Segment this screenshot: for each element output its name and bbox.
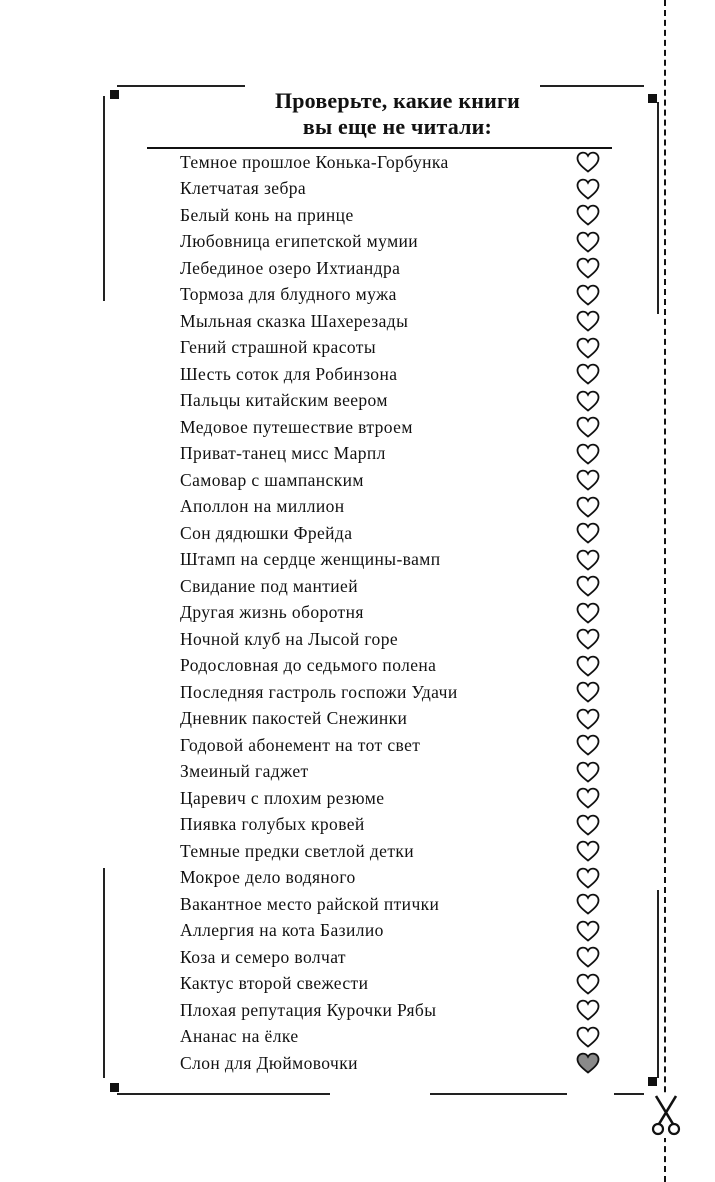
frame-corner-bottom-right: [648, 1077, 657, 1086]
book-list-item: [180, 918, 610, 945]
heart-checkbox-icon[interactable]: [576, 734, 600, 756]
scissors-icon: [651, 1094, 681, 1138]
book-list-item: [180, 388, 610, 415]
book-title: Пальцы китайским веером: [180, 390, 388, 411]
heart-checkbox-icon[interactable]: [576, 920, 600, 942]
book-title: Темные предки светлой детки: [180, 840, 415, 861]
heart-checkbox-icon[interactable]: [576, 787, 600, 809]
heart-checkbox-icon[interactable]: [576, 575, 600, 597]
heart-checkbox-icon[interactable]: [576, 416, 600, 438]
book-title: Ночной клуб на Лысой горе: [180, 628, 399, 649]
book-list-item: [180, 1050, 610, 1077]
heart-checkbox-icon[interactable]: [576, 522, 600, 544]
book-title: Годовой абонемент на тот свет: [180, 734, 421, 755]
book-title: Царевич с плохим резюме: [180, 787, 385, 808]
heart-checkbox-icon[interactable]: [576, 602, 600, 624]
heart-checkbox-icon[interactable]: [576, 363, 600, 385]
book-list-item: [180, 838, 610, 865]
book-title: Гений страшной красоты: [180, 337, 377, 358]
heart-checkbox-icon[interactable]: [576, 231, 600, 253]
heart-checkbox-icon[interactable]: [576, 1052, 600, 1074]
book-title: Дневник пакостей Снежинки: [180, 708, 408, 729]
book-title: Сон дядюшки Фрейда: [180, 522, 353, 543]
book-title: Пиявка голубых кровей: [180, 814, 365, 835]
book-title: Плохая репутация Курочки Рябы: [180, 999, 437, 1020]
frame-corner-top-right: [648, 94, 657, 103]
book-list-item: [180, 361, 610, 388]
book-list-item: [180, 176, 610, 203]
heart-checkbox-icon[interactable]: [576, 310, 600, 332]
book-title: Ананас на ёлке: [180, 1026, 299, 1047]
book-title: Змеиный гаджет: [180, 761, 309, 782]
book-list-item: [180, 971, 610, 998]
book-list-item: [180, 149, 610, 176]
book-list-item: [180, 520, 610, 547]
book-list-item: [180, 282, 610, 309]
book-list-item: [180, 759, 610, 786]
book-title: Вакантное место райской птички: [180, 893, 440, 914]
book-title: Свидание под мантией: [180, 575, 358, 596]
book-list-item: [180, 865, 610, 892]
frame-corner-top-left: [110, 90, 119, 99]
book-list-item: [180, 812, 610, 839]
book-title: Любовница египетской мумии: [180, 231, 419, 252]
book-list-item: [180, 573, 610, 600]
book-title: Клетчатая зебра: [180, 178, 307, 199]
page-title: [220, 88, 575, 140]
book-list-item: [180, 679, 610, 706]
book-list-item: [180, 547, 610, 574]
book-list-item: [180, 441, 610, 468]
book-title: Кактус второй свежести: [180, 973, 369, 994]
heart-checkbox-icon[interactable]: [576, 840, 600, 862]
book-list-item: [180, 653, 610, 680]
book-list-item: [180, 335, 610, 362]
heart-checkbox-icon[interactable]: [576, 1026, 600, 1048]
book-title: Мыльная сказка Шахерезады: [180, 310, 409, 331]
book-list-item: [180, 308, 610, 335]
heart-checkbox-icon[interactable]: [576, 893, 600, 915]
heart-checkbox-icon[interactable]: [576, 496, 600, 518]
heart-checkbox-icon[interactable]: [576, 973, 600, 995]
heart-checkbox-icon[interactable]: [576, 628, 600, 650]
book-list-item: [180, 626, 610, 653]
book-list-item: [180, 891, 610, 918]
heart-checkbox-icon[interactable]: [576, 814, 600, 836]
book-list-item: [180, 255, 610, 282]
book-title: Лебединое озеро Ихтиандра: [180, 257, 401, 278]
book-title: Самовар с шампанским: [180, 469, 364, 490]
heart-checkbox-icon[interactable]: [576, 761, 600, 783]
book-list-item: [180, 600, 610, 627]
cut-line: [664, 0, 666, 1182]
heart-checkbox-icon[interactable]: [576, 390, 600, 412]
book-title: Другая жизнь оборотня: [180, 602, 364, 623]
book-title: Белый конь на принце: [180, 204, 354, 225]
book-title: Шесть соток для Робинзона: [180, 363, 398, 384]
heart-checkbox-icon[interactable]: [576, 337, 600, 359]
book-title: Аллергия на кота Базилио: [180, 920, 384, 941]
heart-checkbox-icon[interactable]: [576, 549, 600, 571]
book-list-item: [180, 1024, 610, 1051]
heart-checkbox-icon[interactable]: [576, 708, 600, 730]
heart-checkbox-icon[interactable]: [576, 443, 600, 465]
heart-checkbox-icon[interactable]: [576, 257, 600, 279]
book-title: Родословная до седьмого полена: [180, 655, 437, 676]
heart-checkbox-icon[interactable]: [576, 284, 600, 306]
book-title: Последняя гастроль госпожи Удачи: [180, 681, 458, 702]
book-title: Медовое путешествие втроем: [180, 416, 413, 437]
book-title: Приват-танец мисс Марпл: [180, 443, 386, 464]
heart-checkbox-icon[interactable]: [576, 655, 600, 677]
book-title: Коза и семеро волчат: [180, 946, 346, 967]
heart-checkbox-icon[interactable]: [576, 178, 600, 200]
book-list-item: [180, 785, 610, 812]
book-title: Слон для Дюймовочки: [180, 1052, 358, 1073]
book-list-item: [180, 944, 610, 971]
heart-checkbox-icon[interactable]: [576, 151, 600, 173]
book-checklist: [180, 149, 610, 1077]
heart-checkbox-icon[interactable]: [576, 469, 600, 491]
book-title: Штамп на сердце женщины-вамп: [180, 549, 441, 570]
heart-checkbox-icon[interactable]: [576, 681, 600, 703]
book-list-item: [180, 706, 610, 733]
book-list-item: [180, 202, 610, 229]
frame-corner-bottom-left: [110, 1083, 119, 1092]
heart-checkbox-icon[interactable]: [576, 204, 600, 226]
book-title: Мокрое дело водяного: [180, 867, 356, 888]
book-list-item: [180, 229, 610, 256]
title-line-2: вы еще не читали:: [302, 114, 493, 139]
title-line-1: Проверьте, какие книги: [274, 88, 521, 113]
heart-checkbox-icon[interactable]: [576, 867, 600, 889]
book-list-item: [180, 997, 610, 1024]
book-title: Тормоза для блудного мужа: [180, 284, 397, 305]
book-title: Темное прошлое Конька-Горбунка: [180, 151, 449, 172]
book-list-item: [180, 494, 610, 521]
book-list-item: [180, 732, 610, 759]
book-list-item: [180, 414, 610, 441]
heart-checkbox-icon[interactable]: [576, 946, 600, 968]
book-title: Аполлон на миллион: [180, 496, 345, 517]
book-list-item: [180, 467, 610, 494]
heart-checkbox-icon[interactable]: [576, 999, 600, 1021]
